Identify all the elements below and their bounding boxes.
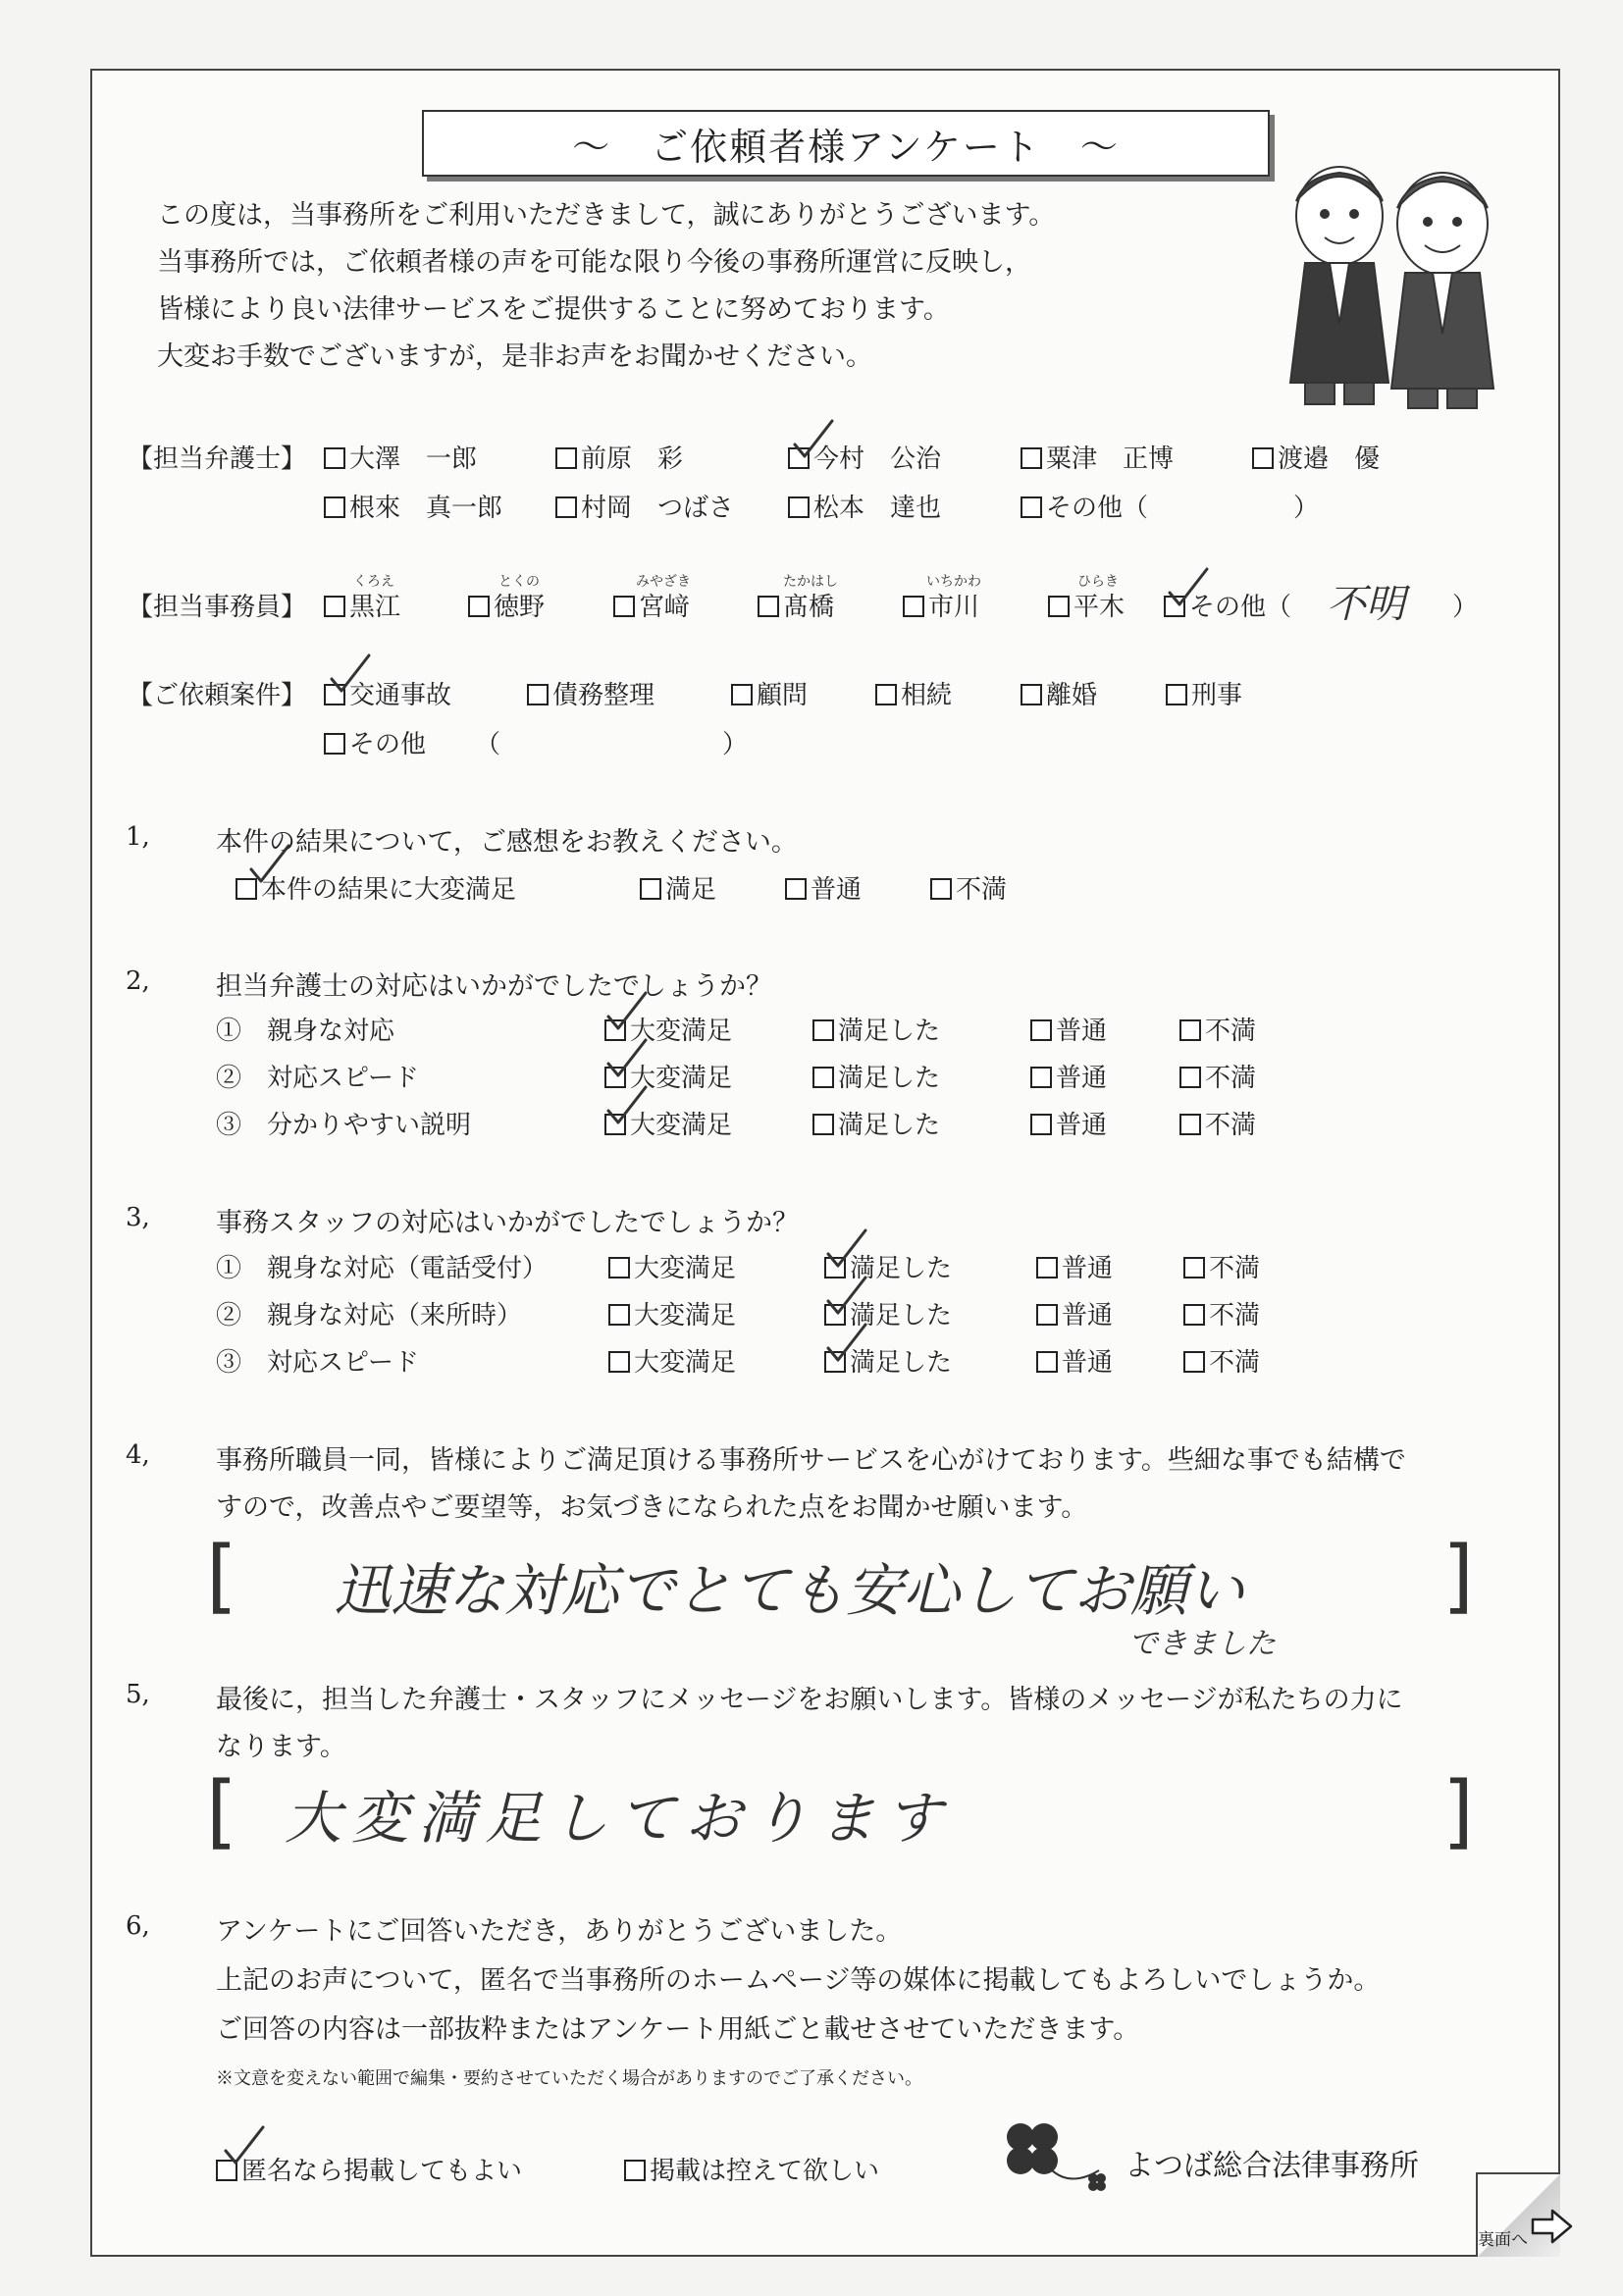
option-label: その他 — [349, 730, 427, 759]
q1-option[interactable] — [930, 869, 1007, 906]
paren-close: ） — [722, 730, 749, 759]
checkbox-icon — [604, 1019, 626, 1041]
intro-text — [157, 192, 1055, 381]
option-label: 不満 — [1209, 1348, 1261, 1378]
next-page-label[interactable]: 裏面へ — [1478, 2230, 1528, 2250]
checkbox-icon — [758, 596, 779, 617]
paren-close: ） — [1293, 494, 1320, 523]
option-label: 掲載は控えて欲しい — [650, 2157, 880, 2186]
option-label: 大変満足 — [634, 1254, 737, 1283]
option-label: 不満 — [1209, 1301, 1261, 1331]
option-label: 粟津 正博 — [1046, 444, 1175, 474]
staff-option[interactable] — [903, 587, 979, 623]
q3-option[interactable] — [608, 1248, 736, 1284]
question-text: 最後に，担当した弁護士・スタッフにメッセージをお願いします。皆様のメッセージが私たちの力に — [216, 1685, 1403, 1715]
question-text: なります。 — [216, 1732, 346, 1762]
case-option[interactable] — [731, 675, 808, 711]
q2-option-checked[interactable] — [604, 1058, 732, 1094]
q6-line: アンケートにご回答いただき，ありがとうございました。 — [216, 1916, 903, 1947]
q3-option-checked[interactable] — [824, 1295, 952, 1331]
q2-option[interactable] — [1030, 1105, 1107, 1141]
checkbox-icon — [1048, 596, 1070, 617]
q2-row-label: ② 対応スピード — [216, 1064, 419, 1093]
checkbox-icon — [624, 2160, 646, 2181]
checkbox-icon — [324, 447, 345, 469]
checkbox-icon — [604, 1114, 626, 1135]
option-label: 大変満足 — [630, 1017, 733, 1046]
option-label: 前原 彩 — [581, 444, 684, 474]
q3-option[interactable] — [1183, 1342, 1260, 1379]
option-label: 今村 公治 — [813, 444, 942, 474]
intro-line: 大変お手数でございますが，是非お声をお聞かせください。 — [157, 341, 872, 372]
q6-option[interactable] — [624, 2151, 879, 2187]
bracket-left: [ — [206, 1530, 237, 1623]
ruby-text: たかはし — [783, 574, 838, 590]
option-label: 不満 — [1209, 1254, 1261, 1283]
checkbox-icon — [608, 1351, 630, 1373]
checkbox-icon — [555, 447, 577, 469]
option-label: 離婚 — [1046, 681, 1098, 710]
handwritten-answer: 不明 — [1327, 582, 1405, 627]
lawyer-option[interactable] — [555, 439, 683, 475]
q3-option-checked[interactable] — [824, 1342, 952, 1379]
option-label: 大変満足 — [630, 1064, 733, 1093]
option-label: 普通 — [1056, 1111, 1108, 1140]
intro-line: この度は，当事務所をご利用いただきまして，誠にありがとうございます。 — [157, 200, 1056, 231]
lawyer-option[interactable] — [1021, 439, 1174, 475]
option-label: 松本 達也 — [813, 494, 942, 523]
question-text: 担当弁護士の対応はいかがでしたでしょうか？ — [216, 971, 772, 1002]
checkbox-icon — [1183, 1304, 1205, 1326]
checkbox-icon — [903, 596, 924, 617]
checkbox-icon — [468, 596, 490, 617]
checkbox-icon — [324, 496, 345, 518]
option-label: 満足した — [838, 1064, 941, 1093]
checkbox-icon — [875, 684, 897, 705]
question-text: 本件の結果について，ご感想をお教えください。 — [216, 827, 798, 858]
checkbox-icon — [1021, 496, 1042, 518]
checkbox-icon — [731, 684, 753, 705]
checkbox-icon — [1021, 447, 1042, 469]
q6-note: ※文意を変えない範囲で編集・要約させていただく場合がありますのでご了承ください。 — [216, 2068, 922, 2089]
option-label: 刑事 — [1191, 681, 1243, 710]
q2-option[interactable] — [812, 1105, 940, 1141]
ruby-text: くろえ — [353, 574, 394, 590]
case-option[interactable] — [527, 675, 654, 711]
lawyer-option[interactable] — [788, 488, 941, 524]
checkbox-icon — [1164, 596, 1185, 617]
q3-option[interactable] — [1036, 1248, 1113, 1284]
lawyer-option[interactable] — [1252, 439, 1380, 475]
option-label: 債務整理 — [552, 681, 655, 710]
checkbox-icon — [613, 596, 635, 617]
checkbox-icon — [930, 878, 952, 900]
q2-option-checked[interactable] — [604, 1105, 732, 1141]
q3-option[interactable] — [608, 1342, 736, 1379]
q2-option[interactable] — [1179, 1011, 1256, 1047]
q2-row-label: ① 親身な対応 — [216, 1017, 395, 1046]
ruby-text: ひらき — [1077, 574, 1119, 590]
option-label: 大変満足 — [634, 1301, 737, 1331]
option-label: 不満 — [1205, 1111, 1257, 1140]
option-label: 普通 — [1056, 1017, 1108, 1046]
option-label: 交通事故 — [349, 681, 452, 710]
question-number: 1, — [126, 822, 150, 852]
lawyer-option[interactable] — [324, 439, 477, 475]
q2-option[interactable] — [1179, 1105, 1256, 1141]
checkbox-icon — [604, 1067, 626, 1088]
option-label: 本件の結果に大変満足 — [261, 875, 517, 905]
q3-row-label: ② 親身な対応（来所時） — [216, 1301, 523, 1331]
checkbox-icon — [608, 1257, 630, 1278]
handwritten-answer: 大変満足しております — [285, 1785, 953, 1852]
option-label: 満足 — [665, 875, 717, 905]
ruby-text: みやざき — [636, 574, 691, 590]
checkbox-icon — [1030, 1067, 1052, 1088]
checkbox-icon — [1166, 684, 1187, 705]
option-label: 満足した — [850, 1254, 953, 1283]
handwritten-answer: できました — [1128, 1627, 1276, 1661]
q3-row-label: ③ 対応スピード — [216, 1348, 419, 1378]
ruby-text: いちかわ — [926, 574, 981, 590]
survey-title: ～ ご依頼者様アンケート ～ — [422, 110, 1270, 177]
q2-option[interactable] — [812, 1058, 940, 1094]
option-label: 普通 — [1062, 1348, 1114, 1378]
checkbox-icon — [824, 1351, 846, 1373]
bracket-right: ] — [1442, 1765, 1474, 1858]
lawyer-option-checked[interactable] — [788, 439, 941, 475]
checkbox-icon — [216, 2160, 237, 2181]
q2-option[interactable] — [1179, 1058, 1256, 1094]
checkbox-icon — [1183, 1257, 1205, 1278]
case-option[interactable] — [1166, 675, 1242, 711]
q6-line: 上記のお声について，匿名で当事務所のホームページ等の媒体に掲載してもよろしいでしょうか。 — [216, 1965, 1381, 1996]
checkbox-icon — [824, 1304, 846, 1326]
staff-label: 【担当事務員】 — [128, 593, 307, 622]
option-label: 満足した — [838, 1017, 941, 1046]
option-label: 満足した — [850, 1348, 953, 1378]
q1-option[interactable] — [785, 869, 862, 906]
checkbox-icon — [1179, 1019, 1201, 1041]
question-text: 事務所職員一同，皆様によりご満足頂ける事務所サービスを心がけております。些細な事でも結構で — [216, 1445, 1406, 1476]
option-label: 徳野 — [494, 593, 546, 622]
checkbox-icon — [1030, 1019, 1052, 1041]
bracket-right: ] — [1442, 1530, 1474, 1623]
option-label: 顧問 — [757, 681, 809, 710]
paren-open: （ — [475, 730, 501, 759]
option-label: 相続 — [901, 681, 953, 710]
question-number: 4, — [126, 1440, 150, 1470]
checkbox-icon — [236, 878, 257, 900]
option-label: 満足した — [850, 1301, 953, 1331]
option-label: 宮﨑 — [639, 593, 691, 622]
checkbox-icon — [785, 878, 807, 900]
intro-line: 当事務所では，ご依頼者様の声を可能な限り今後の事務所運営に反映し， — [157, 247, 1031, 278]
option-label: 渡邉 優 — [1278, 444, 1381, 474]
checkbox-icon — [1183, 1351, 1205, 1373]
q3-option-checked[interactable] — [824, 1248, 952, 1284]
q3-option[interactable] — [1036, 1295, 1113, 1331]
option-label: 大澤 一郎 — [349, 444, 478, 474]
checkbox-icon — [1036, 1351, 1058, 1373]
question-text: すので，改善点やご要望等，お気づきになられた点をお聞かせ願います。 — [216, 1492, 1088, 1523]
option-label: 普通 — [1062, 1301, 1114, 1331]
checkbox-icon — [824, 1257, 846, 1278]
intro-line: 皆様により良い法律サービスをご提供することに努めております。 — [157, 294, 950, 325]
option-label: 普通 — [811, 875, 863, 905]
staff-option[interactable] — [613, 587, 690, 623]
checkbox-icon — [1179, 1067, 1201, 1088]
checkbox-icon — [788, 447, 810, 469]
option-label: 不満 — [1205, 1064, 1257, 1093]
q2-option[interactable] — [1030, 1058, 1107, 1094]
q3-row-label: ① 親身な対応（電話受付） — [216, 1254, 549, 1283]
arrow-right-icon — [1531, 2208, 1574, 2245]
option-label: 匿名なら掲載してもよい — [241, 2157, 523, 2186]
option-label: 黒江 — [349, 593, 401, 622]
option-label: 市川 — [928, 593, 980, 622]
checkbox-icon — [324, 596, 345, 617]
option-label: 不満 — [1205, 1017, 1257, 1046]
case-option-checked[interactable] — [324, 675, 451, 711]
checkbox-icon — [324, 733, 345, 755]
checkbox-icon — [1036, 1304, 1058, 1326]
checkbox-icon — [1030, 1114, 1052, 1135]
option-label: 大変満足 — [630, 1111, 733, 1140]
question-number: 6, — [126, 1911, 150, 1941]
lawyer-option[interactable] — [324, 488, 502, 524]
staff-option[interactable] — [324, 587, 400, 623]
case-label: 【ご依頼案件】 — [128, 681, 307, 710]
checkbox-icon — [640, 878, 661, 900]
option-label: 不満 — [956, 875, 1008, 905]
staff-option[interactable] — [1048, 587, 1125, 623]
checkbox-icon — [812, 1019, 834, 1041]
option-label: 村岡 つばさ — [581, 494, 735, 523]
bracket-left: [ — [206, 1765, 237, 1858]
question-number: 3, — [126, 1203, 150, 1232]
q1-option-checked[interactable] — [236, 869, 516, 906]
lawyer-option[interactable] — [555, 488, 734, 524]
option-label: 普通 — [1062, 1254, 1114, 1283]
option-label: 普通 — [1056, 1064, 1108, 1093]
firm-name: よつば総合法律事務所 — [1125, 2149, 1419, 2183]
q2-option[interactable] — [812, 1011, 940, 1047]
checkbox-icon — [812, 1067, 834, 1088]
question-number: 5, — [126, 1680, 150, 1709]
case-option[interactable] — [1021, 675, 1097, 711]
checkbox-icon — [1252, 447, 1274, 469]
ruby-text: とくの — [498, 574, 540, 590]
checkbox-icon — [608, 1304, 630, 1326]
q1-option[interactable] — [640, 869, 716, 906]
q2-row-label: ③ 分かりやすい説明 — [216, 1111, 472, 1140]
option-label: その他（ — [1046, 494, 1149, 523]
question-text: 事務スタッフの対応はいかがでしたでしょうか？ — [216, 1208, 799, 1238]
q6-option-checked[interactable] — [216, 2151, 522, 2187]
option-label: 満足した — [838, 1111, 941, 1140]
option-label: 平木 — [1073, 593, 1126, 622]
option-label: 根來 真一郎 — [349, 494, 503, 523]
clover-logo-icon — [991, 2110, 1109, 2198]
q6-line: ご回答の内容は一部抜粋またはアンケート用紙ごと載せさせていただきます。 — [216, 2014, 1140, 2045]
checkbox-icon — [527, 684, 549, 705]
handwritten-answer: 迅速な対応でとても安心してお願い — [334, 1557, 1245, 1624]
checkbox-icon — [1036, 1257, 1058, 1278]
checkbox-icon — [555, 496, 577, 518]
case-option-other[interactable] — [324, 724, 426, 760]
question-number: 2, — [126, 966, 150, 996]
option-label: 大変満足 — [634, 1348, 737, 1378]
q3-option[interactable] — [1036, 1342, 1113, 1379]
lawyer-label: 【担当弁護士】 — [128, 444, 307, 474]
paren-close: ） — [1452, 593, 1479, 622]
case-option[interactable] — [875, 675, 952, 711]
q3-option[interactable] — [1183, 1295, 1260, 1331]
q2-option[interactable] — [1030, 1011, 1107, 1047]
q3-option[interactable] — [608, 1295, 736, 1331]
checkbox-icon — [324, 684, 345, 705]
checkbox-icon — [1179, 1114, 1201, 1135]
lawyer-option-other[interactable] — [1021, 488, 1148, 524]
staff-option-other[interactable] — [1164, 587, 1291, 623]
option-label: 髙橋 — [783, 593, 835, 622]
checkbox-icon — [788, 496, 810, 518]
checkbox-icon — [812, 1114, 834, 1135]
q2-option-checked[interactable] — [604, 1011, 732, 1047]
checkbox-icon — [1021, 684, 1042, 705]
staff-option[interactable] — [758, 587, 834, 623]
option-label: その他（ — [1189, 593, 1292, 622]
lawyer-caricature-icon — [1266, 147, 1521, 422]
staff-option[interactable] — [468, 587, 545, 623]
q3-option[interactable] — [1183, 1248, 1260, 1284]
